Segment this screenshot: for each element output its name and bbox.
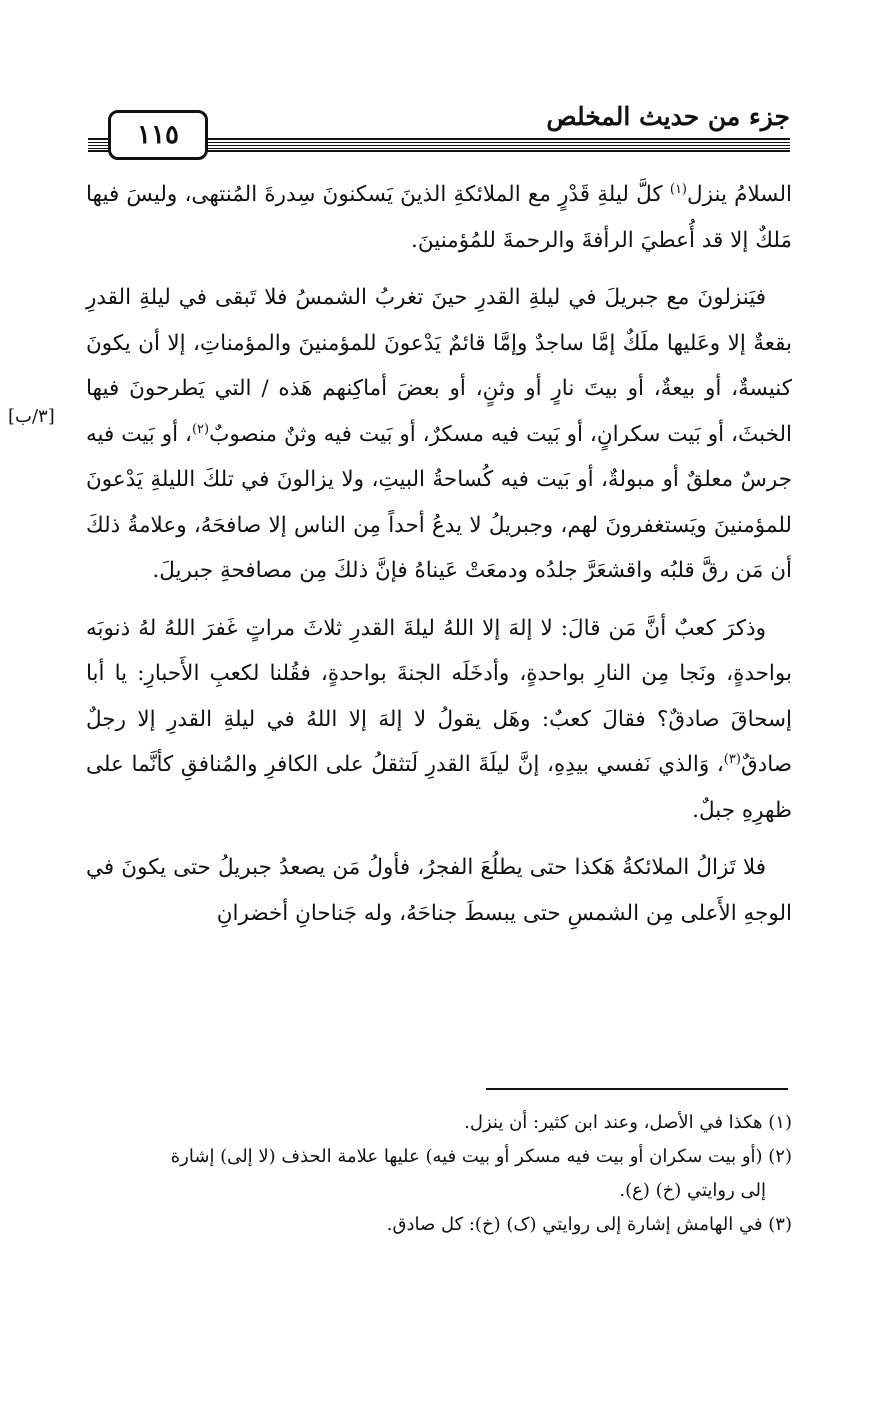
- paragraph: وذكرَ كعبٌ أنَّ مَن قالَ: لا إلهَ إلا اللهُ ليلةَ القدرِ ثلاثَ مراتٍ غَفرَ اللهُ لهُ ذنوبَه بواحدةٍ، ونَجا مِن النارِ بواحدةٍ، وأدخَلَه الجنةَ بواحدةٍ، فقُلنا لكعبِ الأَحبارِ: يا أبا إسحاقَ صادقٌ؟ فقالَ كعبٌ: وهَل يقولُ لا إلهَ إلا اللهُ في ليلةِ القدرِ إلا رجلٌ صادقٌ$^{(٣)}$، وَالذي نَفسي بيدِهِ، إنَّ ليلَةَ القدرِ لَتثقلُ على الكافرِ والمُنافقِ كأنَّما على ظهرِهِ جبلٌ.: [86, 615, 792, 823]
- footnote-separator: [486, 1088, 788, 1090]
- manuscript-folio-reference: [٣/ب]: [8, 406, 55, 427]
- footnotes: [86, 1106, 792, 1242]
- footnote-marker[interactable]: (٢): [191, 421, 210, 437]
- paragraph: فلا تَزالُ الملائكةُ هَكذا حتى يطلُعَ الفجرُ، فأولُ مَن يصعدُ جبريلُ حتى يكونَ في الوجهِ الأَعلى مِن الشمسِ حتى يبسطَ جناحَهُ، وله جَناحانِ أخضرانِ: [86, 855, 792, 926]
- footnote-marker[interactable]: (١): [669, 181, 687, 197]
- paragraph: السلامُ ينزل$^{(١)}$ كلَّ ليلةِ قَدْرٍ مع الملائكةِ الذينَ يَسكنونَ سِدرةَ المُنتهى، وليسَ فيها مَلكٌ إلا قد أُعطيَ الرأفةَ والرحمةَ للمُؤمنينَ.: [86, 181, 793, 253]
- footnote: (٢) (أو بيت سكران أو بيت فيه مسكر أو بيت فيه) عليها علامة الحذف (لا إلى) إشارة: [170, 1146, 792, 1167]
- page-header: [88, 96, 790, 160]
- page-number: ١١٥: [108, 110, 208, 160]
- footnote: (٣) في الهامش إشارة إلى روايتي (ک) (خ): كل صادق.: [386, 1214, 792, 1235]
- footnote: (١) هكذا في الأصل، وعند ابن كثير: أن ينزل.: [464, 1112, 792, 1133]
- footnote-continuation: إلى روايتي (خ) (ع).: [619, 1180, 766, 1201]
- running-title: جزء من حديث المخلص: [546, 102, 790, 131]
- footnote-marker[interactable]: (٣): [723, 751, 741, 767]
- paragraph: فيَنزلونَ مع جبريلَ في ليلةِ القدرِ حينَ تغربُ الشمسُ فلا تَبقى في ليلةِ القدرِ بقعةٌ إلا وعَليها ملَكٌ إمَّا ساجدٌ وإمَّا قائمٌ يَدْعونَ للمؤمنينَ والمؤمناتِ، إلا أن يكونَ كنيسةٌ، أو بيعةٌ، أو بيتَ نارٍ أو وثنٍ، أو بعضَ أماكِنهم هَذه / التي يَطرحونَ فيها الخبثَ، أو بَيت سكرانٍ، أو بَيت فيه مسكرٌ، أو بَيت فيه وثنٌ منصوبٌ$^{(٢)}$، أو بَيت فيه جرسٌ معلقٌ أو مبولةٌ، أو بَيت فيه كُساحةُ البيتِ، ولا يزالونَ في تلكَ الليلةِ يَدْعونَ للمؤمنينَ ويَستغفرونَ لهم، وجبريلُ لا يدعُ أحداً مِن الناس إلا صافحَهُ، وعلامةُ ذلكَ أن مَن رقَّ قلبُه واقشعَرَّ جلدُه ودمعَتْ عَيناهُ فإنَّ ذلكَ مِن مصافحةِ جبريلَ.: [86, 285, 792, 583]
- main-text: [86, 172, 792, 948]
